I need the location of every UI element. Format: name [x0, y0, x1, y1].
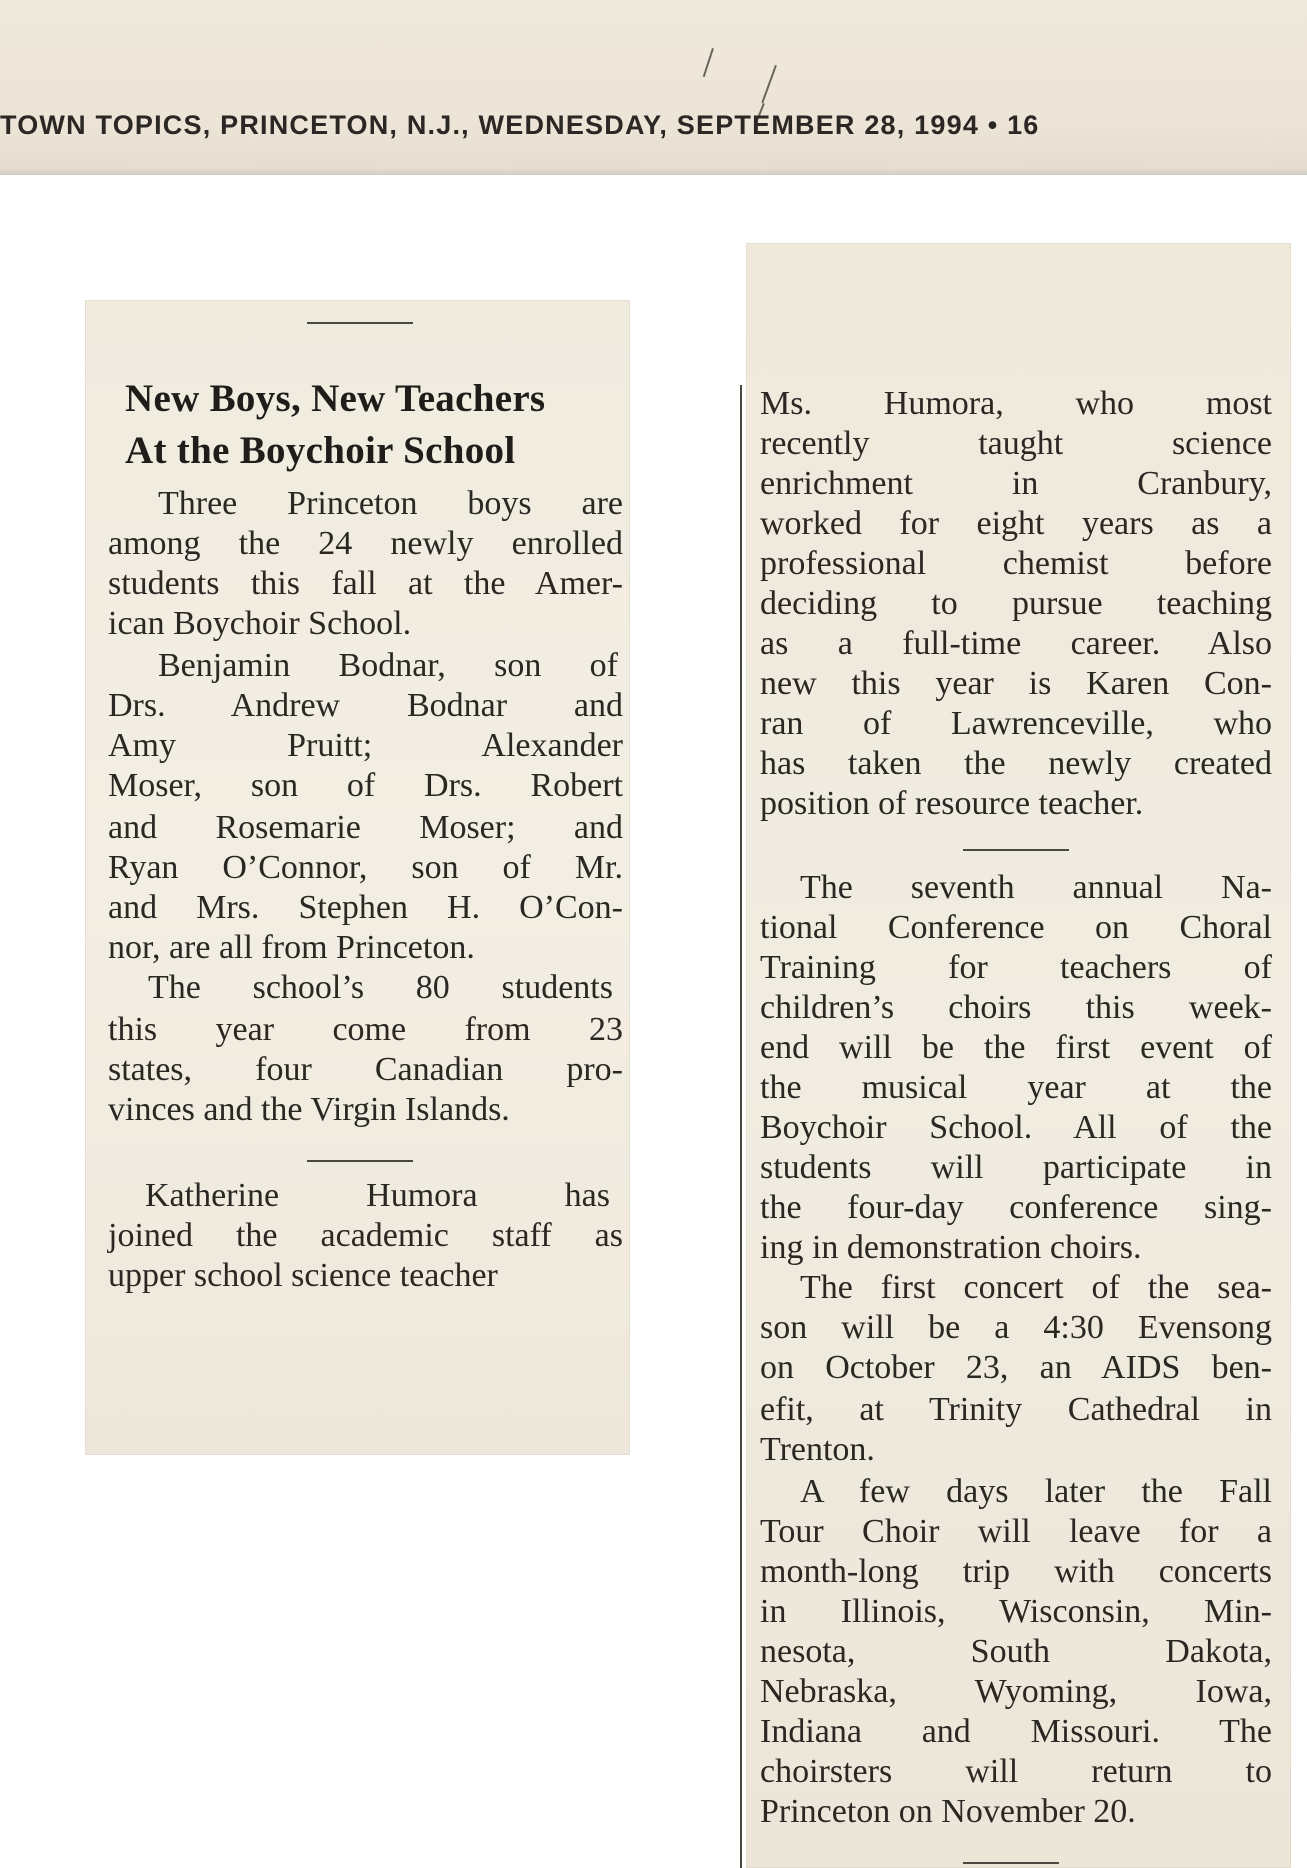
body-text-line: ican Boychoir School. [108, 605, 412, 642]
body-text-line: upper school science teacher [108, 1257, 498, 1294]
body-text-line: worked for eight years as a [760, 505, 1272, 542]
section-divider [963, 849, 1069, 851]
body-text-line: enrichment in Cranbury, [760, 465, 1272, 502]
masthead: TOWN TOPICS, PRINCETON, N.J., WEDNESDAY, SEPTEMBER 28, 1994 • 16 [0, 110, 1040, 140]
body-text-line: ran of Lawrenceville, who [760, 705, 1272, 742]
body-text-line: Tour Choir will leave for a [760, 1513, 1272, 1550]
body-text-line: Trenton. [760, 1431, 875, 1468]
body-text-line: among the 24 newly enrolled [108, 525, 623, 562]
body-text-line: The school’s 80 students [148, 969, 613, 1006]
body-text-line: recently taught science [760, 425, 1272, 462]
body-text-line: A few days later the Fall [800, 1473, 1272, 1510]
body-text-line: Indiana and Missouri. The [760, 1713, 1272, 1750]
body-text-line: Ms. Humora, who most [760, 385, 1272, 422]
body-text-line: tional Conference on Choral [760, 909, 1272, 946]
body-text-line: students will participate in [760, 1149, 1272, 1186]
body-text-line: Amy Pruitt; Alexander [108, 727, 623, 764]
body-text-line: efit, at Trinity Cathedral in [760, 1391, 1272, 1428]
column-rule [740, 385, 742, 1868]
article-headline-line-2: At the Boychoir School [125, 429, 516, 472]
body-text-line: Boychoir School. All of the [760, 1109, 1272, 1146]
body-text-line: students this fall at the Amer- [108, 565, 623, 602]
section-divider [963, 1862, 1059, 1864]
body-text-line: and Mrs. Stephen H. O’Con- [108, 889, 623, 926]
body-text-line: Training for teachers of [760, 949, 1272, 986]
body-text-line: the musical year at the [760, 1069, 1272, 1106]
body-text-line: Three Princeton boys are [158, 485, 623, 522]
body-text-line: joined the academic staff as [108, 1217, 623, 1254]
body-text-line: Katherine Humora has [145, 1177, 610, 1214]
body-text-line: Drs. Andrew Bodnar and [108, 687, 623, 724]
body-text-line: Nebraska, Wyoming, Iowa, [760, 1673, 1272, 1710]
body-text-line: and Rosemarie Moser; and [108, 809, 623, 846]
body-text-line: The seventh annual Na- [800, 869, 1272, 906]
body-text-line: Ryan O’Connor, son of Mr. [108, 849, 623, 886]
article-headline-line-1: New Boys, New Teachers [125, 377, 546, 420]
body-text-line: Moser, son of Drs. Robert [108, 767, 623, 804]
body-text-line: Benjamin Bodnar, son of [158, 647, 618, 684]
body-text-line: the four-day conference sing- [760, 1189, 1272, 1226]
body-text-line: Princeton on November 20. [760, 1793, 1136, 1830]
body-text-line: in Illinois, Wisconsin, Min- [760, 1593, 1272, 1630]
body-text-line: deciding to pursue teaching [760, 585, 1272, 622]
body-text-line: on October 23, an AIDS ben- [760, 1349, 1272, 1386]
body-text-line: position of resource teacher. [760, 785, 1144, 822]
body-text-line: states, four Canadian pro- [108, 1051, 623, 1088]
section-divider [307, 322, 413, 324]
body-text-line: ing in demonstration choirs. [760, 1229, 1142, 1266]
body-text-line: as a full-time career. Also [760, 625, 1272, 662]
body-text-line: son will be a 4:30 Evensong [760, 1309, 1272, 1346]
body-text-line: The first concert of the sea- [800, 1269, 1272, 1306]
body-text-line: end will be the first event of [760, 1029, 1272, 1066]
body-text-line: this year come from 23 [108, 1011, 623, 1048]
body-text-line: new this year is Karen Con- [760, 665, 1272, 702]
body-text-line: month-long trip with concerts [760, 1553, 1272, 1590]
body-text-line: vinces and the Virgin Islands. [108, 1091, 510, 1128]
body-text-line: choirsters will return to [760, 1753, 1272, 1790]
body-text-line: nesota, South Dakota, [760, 1633, 1272, 1670]
body-text-line: professional chemist before [760, 545, 1272, 582]
section-divider [307, 1160, 413, 1162]
masthead-strip [0, 0, 1307, 175]
body-text-line: nor, are all from Princeton. [108, 929, 475, 966]
body-text-line: has taken the newly created [760, 745, 1272, 782]
body-text-line: children’s choirs this week- [760, 989, 1272, 1026]
